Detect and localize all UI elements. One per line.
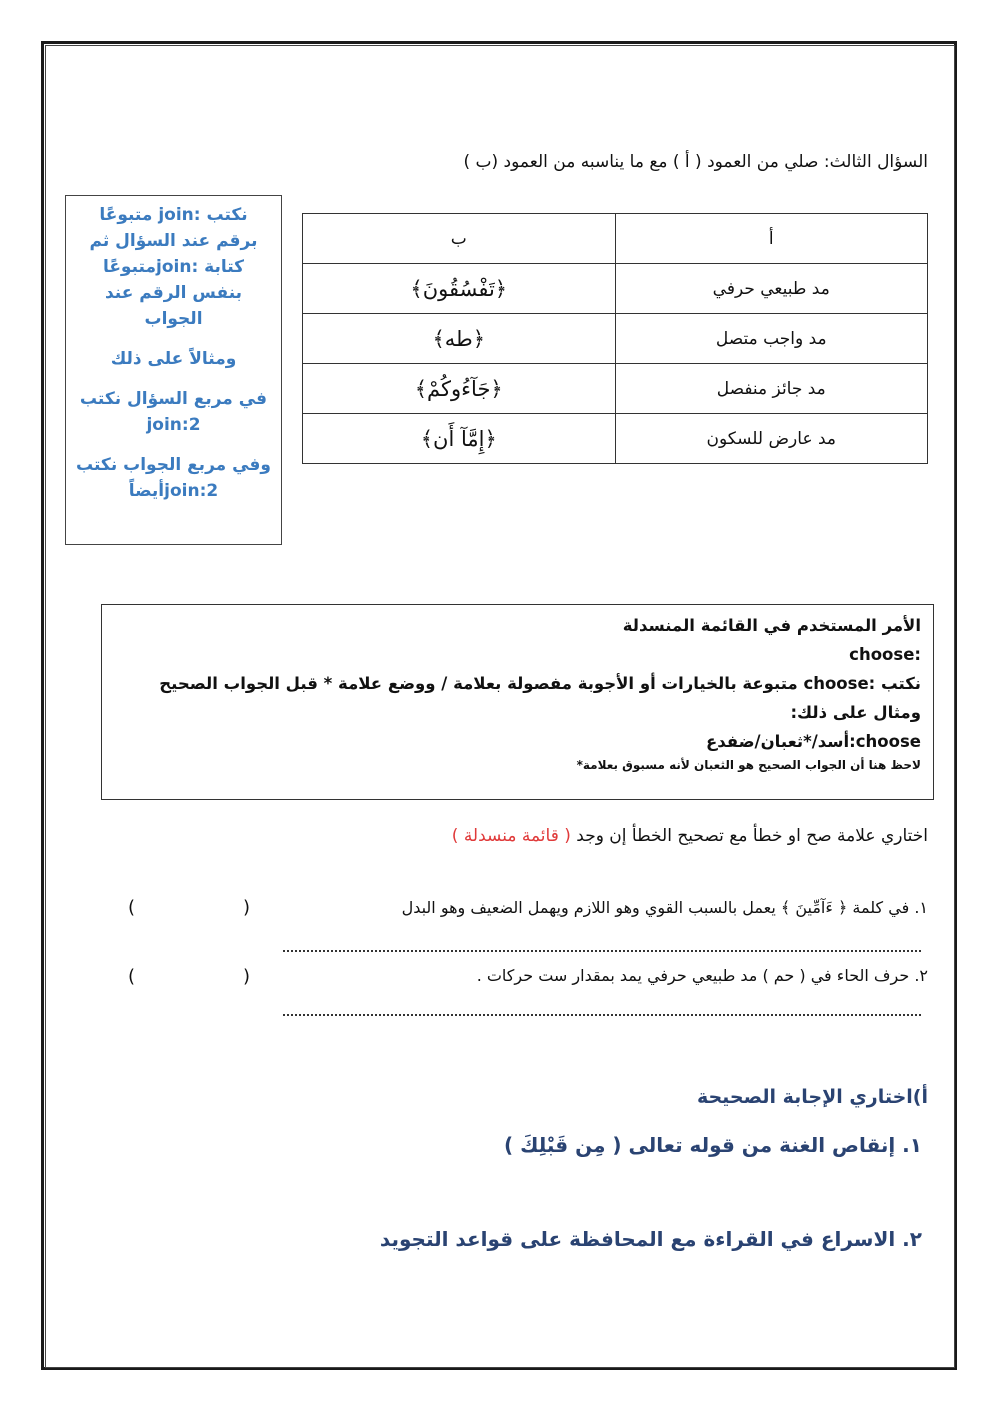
ayah-cell[interactable]: ﴿طه﴾ <box>303 314 616 364</box>
column-a-header: أ <box>615 214 928 264</box>
term-cell[interactable]: مد عارض للسكون <box>615 414 928 464</box>
mcq-item[interactable]: ١. إنقاص الغنة من قوله تعالى ( مِن قَبْلِكَ ) <box>503 1133 922 1157</box>
join-instructions-box <box>65 195 282 545</box>
section-a-title: أ)اختاري الإجابة الصحيحة <box>696 1086 928 1108</box>
choose-instructions-box <box>101 604 934 800</box>
correction-line[interactable] <box>283 948 921 952</box>
question3-title: السؤال الثالث: صلي من العمود ( أ ) مع ما يناسبه من العمود (ب ) <box>463 152 928 172</box>
note-line: نكتب :join متبوعًا برقم عند السؤال ثم كتابة :joinمتبوعًا بنفس الرقم عند الجواب <box>89 205 258 329</box>
paren-close: ) <box>242 897 250 918</box>
note-line: في مربع السؤال نكتب join:2 <box>79 389 268 435</box>
dropdown-hint: ( قائمة منسدلة ) <box>451 826 571 846</box>
instr-note: لاحظ هنا أن الجواب الصحيح هو الثعبان لأنه مسبوق بعلامة* <box>576 758 921 772</box>
instr-line: :choose <box>849 645 921 664</box>
instr-line: ومثال على ذلك: <box>790 703 921 722</box>
table-row <box>303 314 928 364</box>
instr-line: نكتب :choose متبوعة بالخيارات أو الأجوبة مفصولة بعلامة / ووضع علامة * قبل الجواب الصحيح <box>159 674 921 693</box>
mcq-item[interactable]: ٢. الاسراع في القراءة مع المحافظة على قواعد التجويد <box>379 1227 922 1251</box>
paren-close: ) <box>242 966 250 987</box>
term-cell[interactable]: مد طبيعي حرفي <box>615 264 928 314</box>
answer-dropdown[interactable] <box>128 897 250 918</box>
paren-open: ( <box>128 966 136 987</box>
term-cell[interactable]: مد جائز منفصل <box>615 364 928 414</box>
note-line: وفي مربع الجواب نكتب join:2أيضاً <box>76 455 271 501</box>
answer-dropdown[interactable] <box>128 966 250 987</box>
instr-line: choose:أسد/*ثعبان/ضفدع <box>705 732 921 751</box>
note-line: ومثالاً على ذلك <box>110 349 237 369</box>
true-false-title <box>452 826 928 846</box>
match-table <box>302 213 928 464</box>
table-row <box>303 264 928 314</box>
true-false-title-text: اختاري علامة صح او خطأ مع تصحيح الخطأ إن وجد <box>576 826 928 846</box>
ayah-cell[interactable]: ﴿جَآءُوكُمْ﴾ <box>303 364 616 414</box>
table-header-row <box>303 214 928 264</box>
table-row <box>303 364 928 414</box>
table-row <box>303 414 928 464</box>
paren-open: ( <box>128 897 136 918</box>
tf-item-text: ٢. حرف الحاء في ( حم ) مد طبيعي حرفي يمد بمقدار ست حركات . <box>476 966 928 985</box>
ayah-cell[interactable]: ﴿إِمَّآ أَن﴾ <box>303 414 616 464</box>
instr-line: الأمر المستخدم في القائمة المنسدلة <box>622 616 921 635</box>
term-cell[interactable]: مد واجب متصل <box>615 314 928 364</box>
ayah-cell[interactable]: ﴿تَفْسُقُونَ﴾ <box>303 264 616 314</box>
column-b-header: ب <box>303 214 616 264</box>
correction-line[interactable] <box>283 1012 921 1016</box>
tf-item-text: ١. في كلمة ﴿ ءَآمِّينَ ﴾ يعمل بالسبب القوي وهو اللازم ويهمل الضعيف وهو البدل <box>401 898 928 917</box>
